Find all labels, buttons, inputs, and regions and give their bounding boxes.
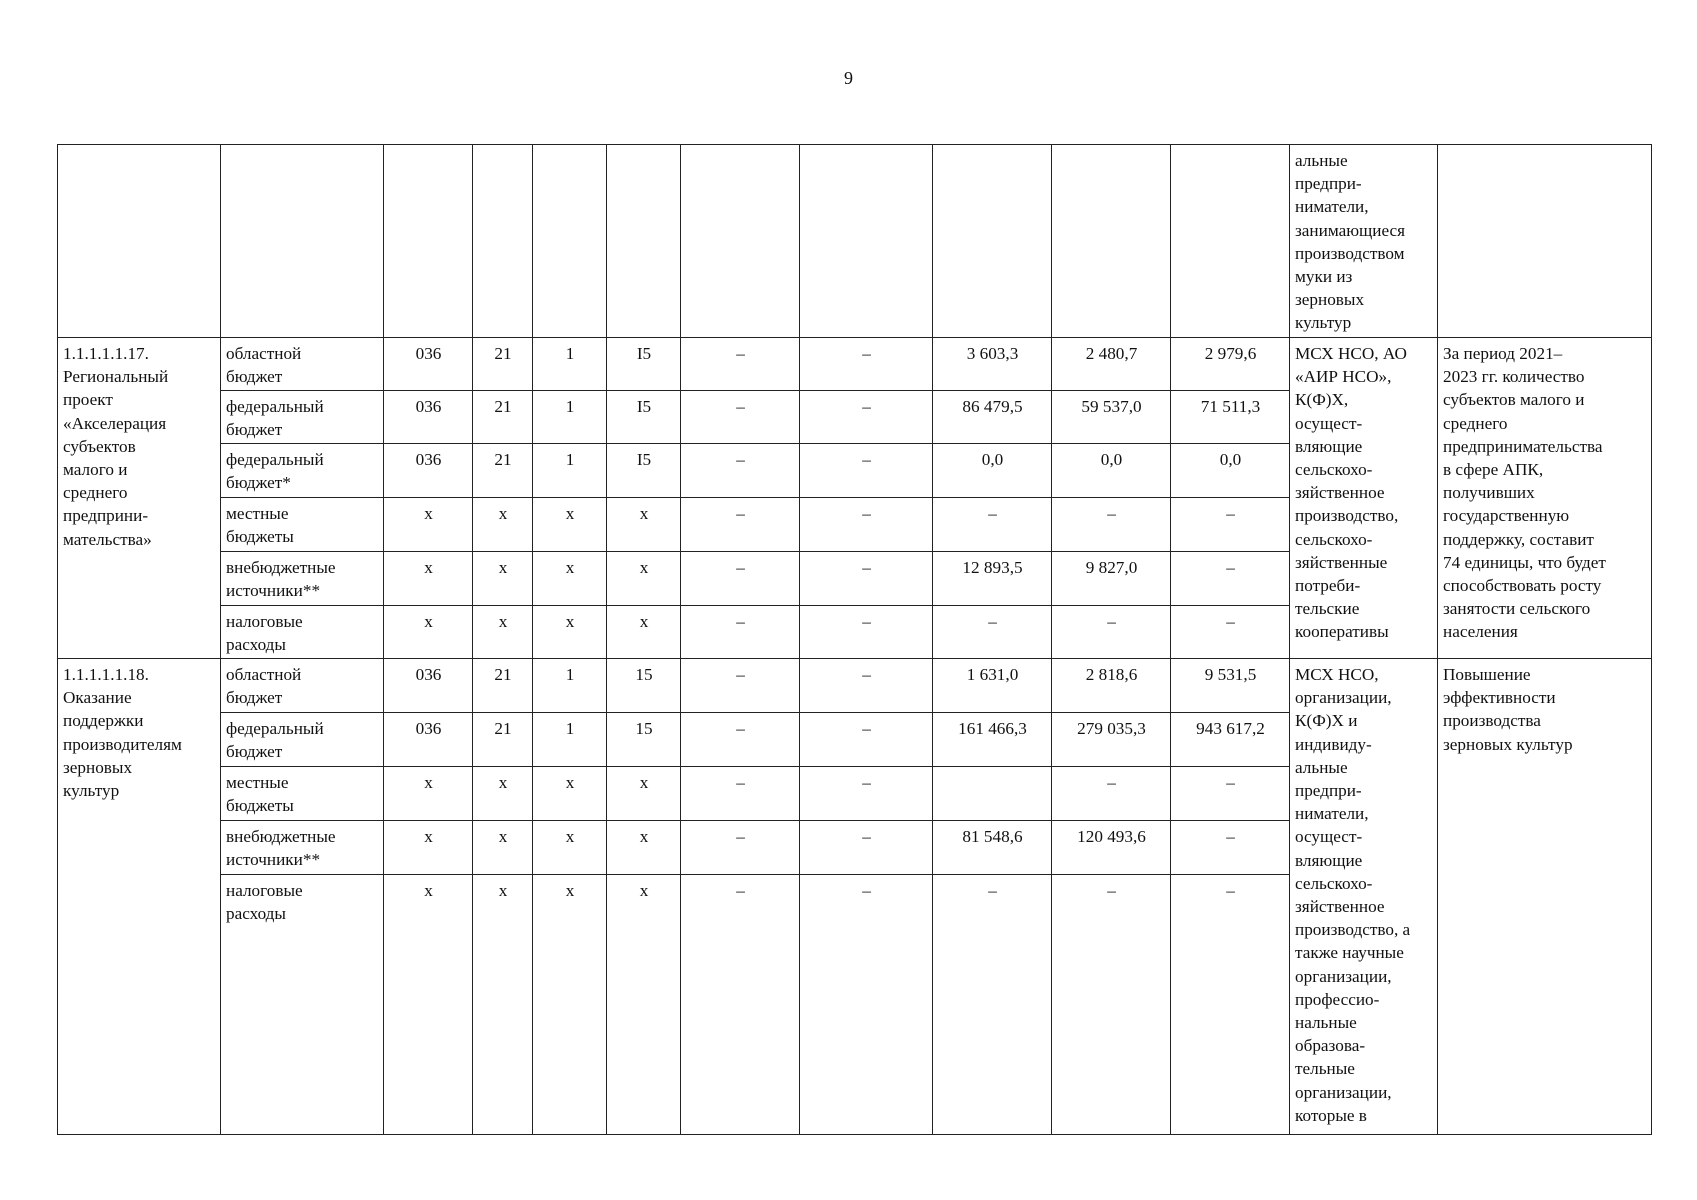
- funding-source-cell: федеральный бюджет: [221, 713, 384, 767]
- code-cell: –: [681, 498, 800, 552]
- code-cell: х: [533, 552, 607, 606]
- code-cell: 21: [473, 444, 533, 498]
- amount-cell: 279 035,3: [1052, 713, 1171, 767]
- funding-source-cell: областной бюджет: [221, 659, 384, 713]
- code-cell: 1: [533, 391, 607, 444]
- empty-cell: [533, 145, 607, 338]
- amount-cell: –: [1171, 552, 1290, 606]
- code-cell: –: [800, 338, 933, 391]
- amount-cell: –: [1052, 498, 1171, 552]
- empty-cell: [473, 145, 533, 338]
- code-cell: х: [607, 606, 681, 659]
- code-cell: х: [473, 498, 533, 552]
- code-cell: х: [384, 606, 473, 659]
- code-cell: 1: [533, 713, 607, 767]
- empty-cell: [1438, 145, 1652, 338]
- code-cell: х: [533, 875, 607, 1135]
- executors-cell: МСХ НСО, АО «АИР НСО», К(Ф)Х, осущест- вляющие сельскохо- зяйственное производство, сельскохо- зяйственные потреби- тельские кооперативы: [1290, 338, 1438, 659]
- amount-cell: –: [1171, 767, 1290, 821]
- code-cell: х: [384, 552, 473, 606]
- amount-cell: –: [1052, 606, 1171, 659]
- code-cell: х: [607, 498, 681, 552]
- code-cell: 036: [384, 659, 473, 713]
- expected-result-cell: Повышение эффективности производства зерновых культур: [1438, 659, 1652, 1135]
- code-cell: 21: [473, 713, 533, 767]
- code-cell: –: [800, 391, 933, 444]
- project-name-cell: 1.1.1.1.1.18. Оказание поддержки производителям зерновых культур: [58, 659, 221, 1135]
- amount-cell: –: [933, 875, 1052, 1135]
- funding-source-cell: местные бюджеты: [221, 767, 384, 821]
- amount-cell: –: [1171, 498, 1290, 552]
- code-cell: х: [473, 821, 533, 875]
- page-number: 9: [844, 68, 853, 88]
- amount-cell: –: [1052, 767, 1171, 821]
- code-cell: –: [800, 767, 933, 821]
- code-cell: –: [800, 875, 933, 1135]
- funding-source-cell: внебюджетные источники**: [221, 821, 384, 875]
- funding-source-cell: федеральный бюджет: [221, 391, 384, 444]
- code-cell: –: [800, 552, 933, 606]
- code-cell: –: [800, 821, 933, 875]
- code-cell: х: [384, 875, 473, 1135]
- amount-cell: 2 818,6: [1052, 659, 1171, 713]
- code-cell: 15: [607, 659, 681, 713]
- amount-cell: 2 979,6: [1171, 338, 1290, 391]
- funding-source-cell: налоговые расходы: [221, 875, 384, 1135]
- amount-cell: –: [1171, 875, 1290, 1135]
- amount-cell: 943 617,2: [1171, 713, 1290, 767]
- code-cell: х: [533, 606, 607, 659]
- amount-cell: 3 603,3: [933, 338, 1052, 391]
- code-cell: х: [473, 767, 533, 821]
- amount-cell: 0,0: [1052, 444, 1171, 498]
- amount-cell: 86 479,5: [933, 391, 1052, 444]
- empty-cell: [221, 145, 384, 338]
- code-cell: х: [607, 821, 681, 875]
- empty-cell: [58, 145, 221, 338]
- funding-source-cell: областной бюджет: [221, 338, 384, 391]
- code-cell: х: [384, 821, 473, 875]
- code-cell: –: [800, 444, 933, 498]
- code-cell: х: [384, 767, 473, 821]
- amount-cell: 120 493,6: [1052, 821, 1171, 875]
- empty-cell: [384, 145, 473, 338]
- code-cell: –: [681, 552, 800, 606]
- code-cell: 15: [607, 713, 681, 767]
- code-cell: х: [533, 821, 607, 875]
- code-cell: 036: [384, 444, 473, 498]
- code-cell: –: [800, 659, 933, 713]
- code-cell: –: [681, 391, 800, 444]
- empty-cell: [1052, 145, 1171, 338]
- code-cell: I5: [607, 444, 681, 498]
- executors-cell: МСХ НСО, организации, К(Ф)Х и индивиду- альные предпри- ниматели, осущест- вляющие сельскохо- зяйственное производство, а также научные организации, профессио- нальные образова- тельные организации, которые в: [1290, 659, 1438, 1135]
- code-cell: 1: [533, 659, 607, 713]
- code-cell: –: [681, 713, 800, 767]
- code-cell: 21: [473, 338, 533, 391]
- amount-cell: –: [933, 606, 1052, 659]
- code-cell: –: [681, 875, 800, 1135]
- code-cell: 036: [384, 338, 473, 391]
- amount-cell: –: [1171, 606, 1290, 659]
- empty-cell: [607, 145, 681, 338]
- amount-cell: 1 631,0: [933, 659, 1052, 713]
- code-cell: –: [800, 606, 933, 659]
- code-cell: 21: [473, 391, 533, 444]
- code-cell: 036: [384, 713, 473, 767]
- amount-cell: –: [933, 498, 1052, 552]
- code-cell: –: [681, 767, 800, 821]
- amount-cell: –: [1171, 821, 1290, 875]
- amount-cell: 59 537,0: [1052, 391, 1171, 444]
- funding-source-cell: налоговые расходы: [221, 606, 384, 659]
- amount-cell: 71 511,3: [1171, 391, 1290, 444]
- amount-cell: 9 531,5: [1171, 659, 1290, 713]
- code-cell: –: [681, 821, 800, 875]
- code-cell: I5: [607, 391, 681, 444]
- amount-cell: 0,0: [1171, 444, 1290, 498]
- amount-cell: –: [1052, 875, 1171, 1135]
- code-cell: х: [607, 552, 681, 606]
- code-cell: х: [607, 875, 681, 1135]
- amount-cell: [933, 767, 1052, 821]
- executors-cell: альные предпри- ниматели, занимающиеся производством муки из зерновых культур: [1290, 145, 1438, 338]
- table-row: [58, 659, 1652, 713]
- empty-cell: [1171, 145, 1290, 338]
- code-cell: –: [800, 713, 933, 767]
- funding-source-cell: местные бюджеты: [221, 498, 384, 552]
- code-cell: х: [533, 498, 607, 552]
- amount-cell: 81 548,6: [933, 821, 1052, 875]
- budget-table: [57, 144, 1652, 1135]
- code-cell: I5: [607, 338, 681, 391]
- expected-result-cell: За период 2021– 2023 гг. количество субъектов малого и среднего предпринимательства в сфере АПК, получивших государственную поддержку, составит 74 единицы, что будет способствовать росту занятости сельского населения: [1438, 338, 1652, 659]
- code-cell: х: [533, 767, 607, 821]
- code-cell: х: [384, 498, 473, 552]
- funding-source-cell: внебюджетные источники**: [221, 552, 384, 606]
- code-cell: 1: [533, 338, 607, 391]
- empty-cell: [933, 145, 1052, 338]
- table-row: [58, 338, 1652, 391]
- code-cell: х: [607, 767, 681, 821]
- amount-cell: 12 893,5: [933, 552, 1052, 606]
- code-cell: 1: [533, 444, 607, 498]
- code-cell: х: [473, 606, 533, 659]
- code-cell: х: [473, 875, 533, 1135]
- empty-cell: [681, 145, 800, 338]
- amount-cell: 9 827,0: [1052, 552, 1171, 606]
- code-cell: 21: [473, 659, 533, 713]
- funding-source-cell: федеральный бюджет*: [221, 444, 384, 498]
- code-cell: –: [681, 444, 800, 498]
- code-cell: х: [473, 552, 533, 606]
- code-cell: –: [681, 659, 800, 713]
- code-cell: –: [681, 606, 800, 659]
- amount-cell: 161 466,3: [933, 713, 1052, 767]
- amount-cell: 0,0: [933, 444, 1052, 498]
- table-row-continuation: [58, 145, 1652, 338]
- project-name-cell: 1.1.1.1.1.17. Региональный проект «Акселерация субъектов малого и среднего предприни- мательства»: [58, 338, 221, 659]
- code-cell: –: [800, 498, 933, 552]
- amount-cell: 2 480,7: [1052, 338, 1171, 391]
- code-cell: 036: [384, 391, 473, 444]
- code-cell: –: [681, 338, 800, 391]
- empty-cell: [800, 145, 933, 338]
